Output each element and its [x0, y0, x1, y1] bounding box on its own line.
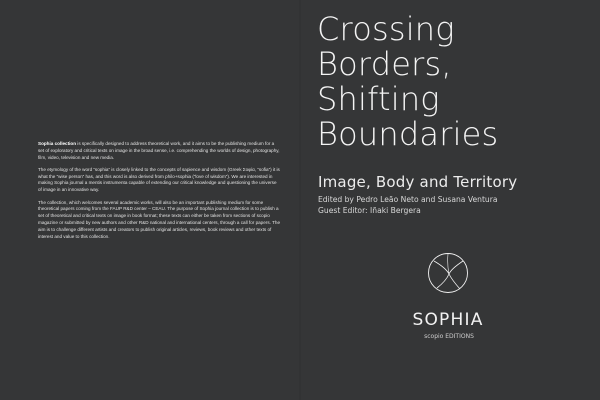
back-cover-blurb: [38, 141, 280, 246]
title-line: Shifting: [317, 80, 440, 118]
sophia-circle-logo-icon: [427, 252, 469, 294]
publisher-mark: scopio EDITIONS: [424, 333, 474, 340]
book-title: [317, 12, 597, 152]
title-line: Borders,: [317, 45, 452, 83]
blurb-paragraph-3: The collection, which welcomes several academic works, will also be an important publishing medium for some theoretical papers coming from the FAUP R&D center – CEAU. The purpose of Sophia journal collection is to publish a set of theoretical and critical texts on image in book format; these texts can either be taken from sections of scopio magazine or submitted by new authors and other R&D national and international centers, through a call for papers. The aim is to challenge different artists and creators to publish original articles, reviews, book reviews and other texts of interest and value to this collection.: [38, 199, 280, 239]
blurb-paragraph-1-text: is specifically designed to address theoretical work, and it aims to be the publishing medium for a set of exploratory and critical texts on image in the broad sense, i.e. comprehending the worlds of design, photography, film, video, television and new media.: [38, 141, 280, 160]
book-subtitle: Image, Body and Territory: [318, 173, 518, 191]
title-line: Boundaries: [317, 115, 499, 153]
title-line: Crossing: [317, 10, 455, 48]
sophia-wordmark: SOPHIA: [412, 310, 484, 330]
editors-credit: Edited by Pedro Leão Neto and Susana Ventura: [318, 195, 498, 204]
blurb-paragraph-1: [38, 141, 280, 161]
front-cover: [301, 0, 600, 400]
guest-editor-credit: Guest Editor: Iñaki Bergera: [318, 205, 421, 215]
blurb-paragraph-2: The etymology of the word “sophia” is closely linked to the concepts of sapience and wisdom (Greek Σοφία, “sofia”) it is what the “wise person” has, and this word is also derived from philo+sophia (“love of wisdom”). We are interested in making Sophia journal a mentis instrumenta capable of extending our critical knowledge and questioning the universe of image in an innovative way.: [38, 166, 280, 193]
blurb-lead: Sophia collection: [38, 141, 77, 146]
book-credits: [318, 195, 498, 216]
